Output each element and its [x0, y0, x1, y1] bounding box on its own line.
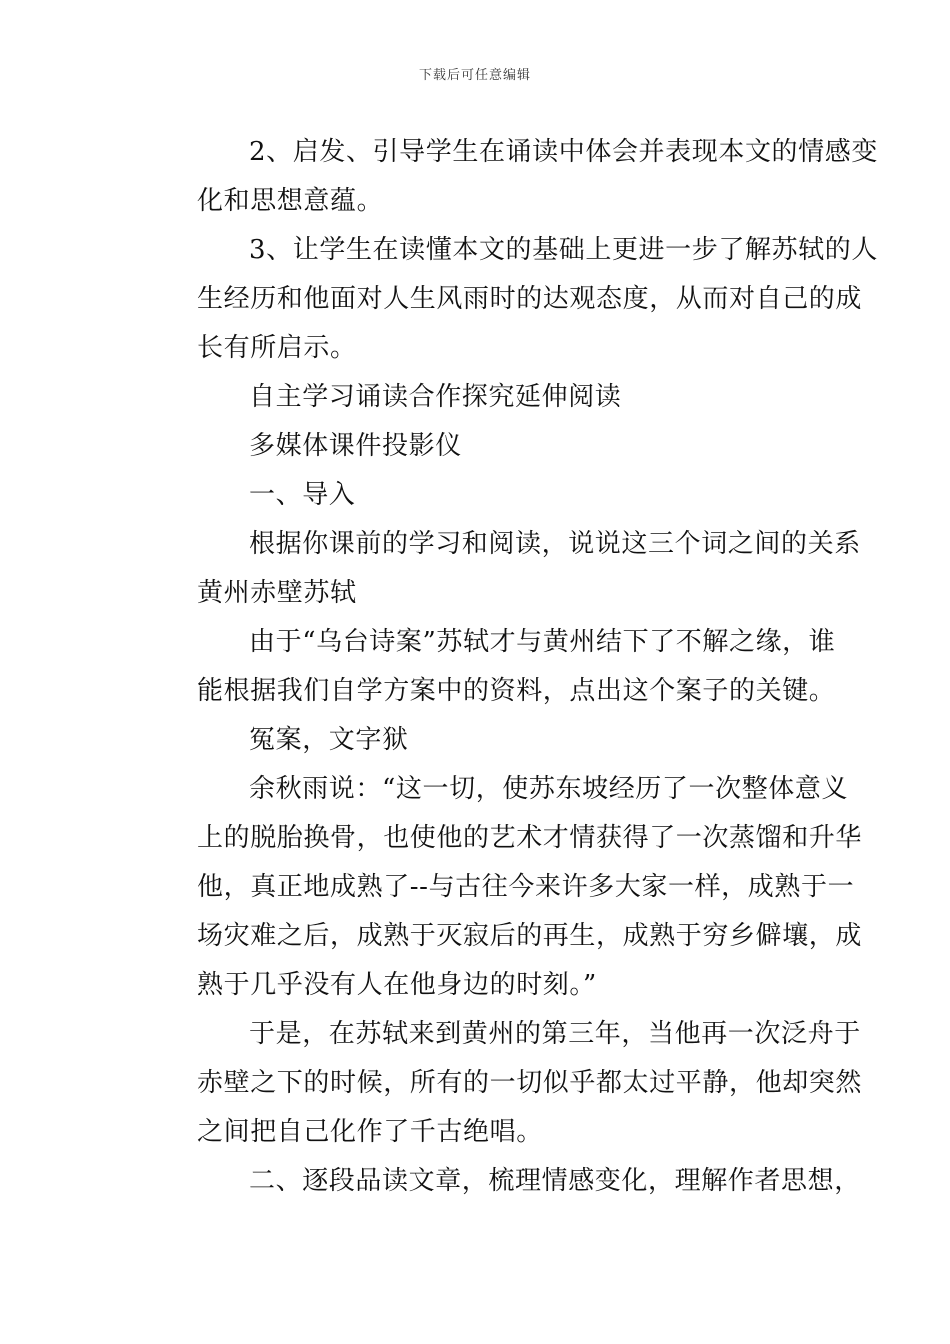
document-body — [145, 128, 878, 1206]
text-line: 一、导入 — [249, 480, 356, 510]
page-header: 下载后可任意编辑 — [418, 68, 531, 83]
text-line: 上的脱胎换骨，也使他的艺术才情获得了一次蒸馏和升华 — [197, 823, 863, 853]
paragraph-case — [145, 618, 836, 716]
text-line: 熟于几乎没有人在他身边的时刻。” — [197, 970, 597, 1000]
text-line: 黄州赤壁苏轼 — [197, 578, 357, 608]
section-heading-intro — [145, 471, 810, 520]
text-line: 场灾难之后，成熟于灭寂后的再生，成熟于穷乡僻壤，成 — [197, 921, 863, 951]
text-line: 长有所启示。 — [197, 333, 357, 363]
section-heading-reading — [145, 1157, 861, 1206]
text-line: 余秋雨说：“这一切，使苏东坡经历了一次整体意义 — [249, 774, 849, 804]
paragraph-objective-3 — [145, 226, 878, 373]
paragraph-transition — [145, 1010, 863, 1157]
paragraph-method — [145, 373, 810, 422]
text-line: 由于“乌台诗案”苏轼才与黄州结下了不解之缘，谁 — [249, 627, 836, 657]
text-line: 之间把自己化作了千古绝唱。 — [197, 1117, 543, 1147]
paragraph-answer — [145, 716, 810, 765]
paragraph-tools — [145, 422, 810, 471]
paragraph-question — [145, 520, 861, 618]
text-line: 于是，在苏轼来到黄州的第三年，当他再一次泛舟于 — [249, 1019, 861, 1049]
text-line: 生经历和他面对人生风雨时的达观态度，从而对自己的成 — [197, 284, 863, 314]
text-line: 自主学习诵读合作探究延伸阅读 — [249, 382, 622, 412]
text-line: 化和思想意蕴。 — [197, 186, 384, 216]
paragraph-quote — [145, 765, 863, 1010]
text-line: 2、启发、引导学生在诵读中体会并表现本文的情感变 — [249, 137, 878, 167]
paragraph-objective-2 — [145, 128, 878, 226]
text-line: 多媒体课件投影仪 — [249, 431, 462, 461]
text-line: 二、逐段品读文章，梳理情感变化，理解作者思想， — [249, 1166, 861, 1196]
text-line: 冤案，文字狱 — [249, 725, 409, 755]
text-line: 他，真正地成熟了--与古往今来许多大家一样，成熟于一 — [197, 872, 855, 902]
text-line: 根据你课前的学习和阅读，说说这三个词之间的关系 — [249, 529, 861, 559]
text-line: 3、让学生在读懂本文的基础上更进一步了解苏轼的人 — [249, 235, 878, 265]
text-line: 赤壁之下的时候，所有的一切似乎都太过平静，他却突然 — [197, 1068, 863, 1098]
text-line: 能根据我们自学方案中的资料，点出这个案子的关键。 — [197, 676, 836, 706]
